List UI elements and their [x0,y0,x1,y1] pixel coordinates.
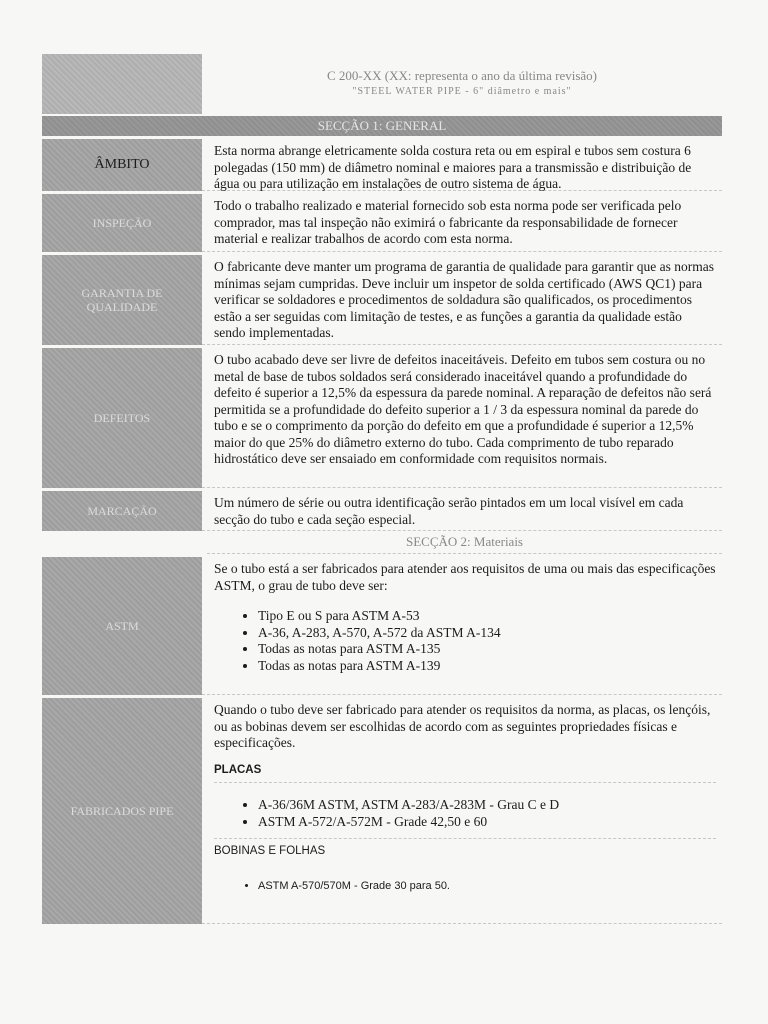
row-inspecao [42,194,722,252]
placas-list [214,797,716,830]
row-text: O fabricante deve manter um programa de garantia de qualidade para garantir que as normas mínimas sejam cumpridas. Deve incluir um inspetor de solda certificado (AWS QC1) para verificar se soldadores e procedimentos de soldadura são qualificados, os procedimentos estão a ser seguidas com limitação de testes, e as funções a garantia da qualidade estão sendo implementadas. [202,255,722,345]
row-text: Todo o trabalho realizado e material fornecido sob esta norma pode ser verificada pelo comprador, mas tal inspeção não eximirá o fabricante da responsabilidade de fornecer material e realizar trabalhos de acordo com esta norma. [202,194,722,252]
list-item: • Todas as notas para ASTM A-139 [258,658,716,675]
header-text [202,54,722,114]
document-subtitle: "STEEL WATER PIPE - 6" diâmetro e mais" [352,86,572,97]
row-label: MARCAÇÃO [42,491,202,531]
row-label: ASTM [42,557,202,695]
section-2-heading: SECÇÃO 2: Materiais [207,531,722,554]
row-text: O tubo acabado deve ser livre de defeitos inaceitáveis. Defeito em tubos sem costura ou no metal de base de tubos soldados será considerado inaceitável quando a profundidade do defeito é superior a 12,5% da espessura da parede nominal. A reparação de defeitos não será permitida se a profundidade do defeito superior a 1 / 3 da espessura nominal da parede do tubo e se o comprimento da porção do defeito em que a profundidade é superior a 12,5% maior do que 25% do diâmetro externo do tubo. Cada comprimento de tubo reparado hidrostático deve ser ensaiado em conformidade com requisitos normais. [202,348,722,488]
bobinas-heading: BOBINAS E FOLHAS [214,838,716,864]
section-1-heading: SECÇÃO 1: GENERAL [42,116,722,136]
list-item: • Tipo E ou S para ASTM A-53 [258,608,716,625]
bobinas-list [214,878,716,895]
row-defeitos [42,348,722,488]
row-content [202,698,722,924]
row-marcacao [42,491,722,531]
placas-heading: PLACAS [214,762,716,784]
row-label: ÂMBITO [42,139,202,191]
header-logo-block [42,54,202,114]
astm-list [214,608,716,674]
list-item: • ASTM A-570/570M - Grade 30 para 50. [258,878,716,895]
row-label: DEFEITOS [42,348,202,488]
row-astm [42,557,722,695]
document-title: C 200-XX (XX: representa o ano da última revisão) [326,68,598,83]
row-label: FABRICADOS PIPE [42,698,202,924]
row-ambito [42,139,722,191]
row-label: GARANTIA DE QUALIDADE [42,255,202,345]
row-text: Esta norma abrange eletricamente solda costura reta ou em espiral e tubos sem costura 6 polegadas (150 mm) de diâmetro nominal e maiores para a transmissão e distribuição de água ou para utilização em instalações de outro sistema de água. [202,139,722,191]
row-fabricados [42,698,722,924]
row-content [202,557,722,695]
document-page [42,54,722,924]
row-text: Um número de série ou outra identificação serão pintados em um local visível em cada secção do tubo e cada seção especial. [202,491,722,531]
list-item: • A-36/36M ASTM, ASTM A-283/A-283M - Grau C e D [258,797,716,814]
list-item: • ASTM A-572/A-572M - Grade 42,50 e 60 [258,814,716,831]
list-item: • Todas as notas para ASTM A-135 [258,641,716,658]
row-label: INSPEÇÃO [42,194,202,252]
list-item: • A-36, A-283, A-570, A-572 da ASTM A-134 [258,625,716,642]
fabricados-intro: Quando o tubo deve ser fabricado para atender os requisitos da norma, as placas, os lençóis, ou as bobinas devem ser escolhidas de acordo com as seguintes propriedades físicas e especificações. [214,702,711,750]
header [42,54,722,114]
row-garantia [42,255,722,345]
astm-intro: Se o tubo está a ser fabricados para atender aos requisitos de uma ou mais das especificações ASTM, o grau de tubo deve ser: [214,561,716,593]
